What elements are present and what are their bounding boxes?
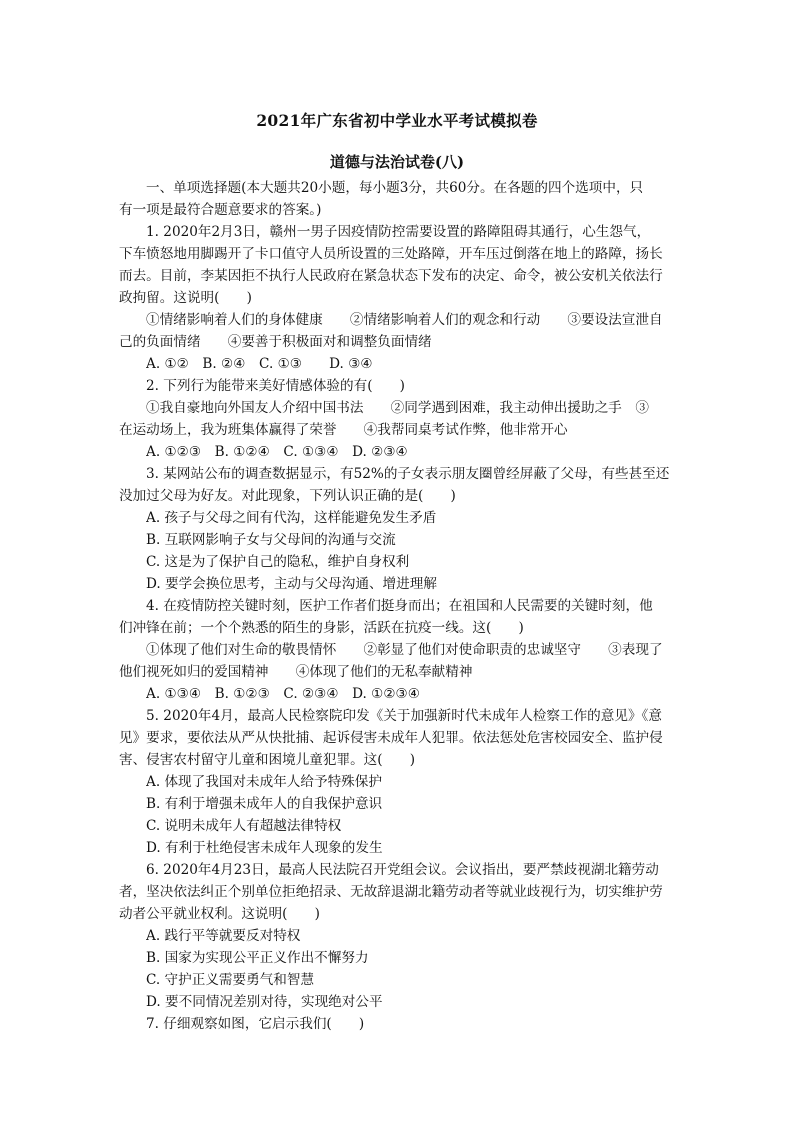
question-2-options: A. ①②③ B. ①②④ C. ①③④ D. ②③④ xyxy=(146,444,408,460)
question-5-text: 5. 2020年4月，最高人民检察院印发《关于加强新时代未成年人检察工作的意见》《意 xyxy=(146,708,662,724)
section-instruction: 一、单项选择题(本大题共20小题，每小题3分，共60分。在各题的四个选项中，只 xyxy=(146,180,644,196)
question-1-text: 政拘留。这说明( ) xyxy=(119,290,252,306)
question-2-statements: ①我自豪地向外国友人介绍中国书法 ②同学遇到困难，我主动伸出援助之手 ③ xyxy=(146,400,649,416)
question-6-text: 者，坚决依法纠正个别单位拒绝招录、无故辞退湖北籍劳动者等就业歧视行为，切实维护劳 xyxy=(119,884,663,900)
question-4-text: 们冲锋在前；一个个熟悉的陌生的身影，活跃在抗疫一线。这( ) xyxy=(119,620,524,636)
question-4-statements: ①体现了他们对生命的敬畏情怀 ②彰显了他们对使命职责的忠诚坚守 ③表现了 xyxy=(146,642,663,658)
section-instruction: 有一项是最符合题意要求的答案。) xyxy=(119,202,322,218)
question-6-text: 动者公平就业权利。这说明( ) xyxy=(119,906,320,922)
question-1-text: 1. 2020年2月3日，赣州一男子因疫情防控需要设置的路障阻碍其通行，心生怨气， xyxy=(146,224,651,240)
question-6-text: 6. 2020年4月23日，最高人民法院召开党组会议。会议指出，要严禁歧视湖北籍劳动 xyxy=(146,862,659,878)
question-5-option-a: A. 体现了我国对未成年人给予特殊保护 xyxy=(146,774,382,790)
question-2-statements: 在运动场上，我为班集体赢得了荣誉 ④我帮同桌考试作弊，他非常开心 xyxy=(119,422,568,438)
page-title: 2021年广东省初中学业水平考试模拟卷 xyxy=(256,111,538,130)
question-4-statements: 他们视死如归的爱国精神 ④体现了他们的无私奉献精神 xyxy=(119,664,473,680)
question-4-text: 4. 在疫情防控关键时刻，医护工作者们挺身而出；在祖国和人民需要的关键时刻，他 xyxy=(146,598,653,614)
question-5-text: 害、侵害农村留守儿童和困境儿童犯罪。这( ) xyxy=(119,752,416,768)
question-3-option-d: D. 要学会换位思考，主动与父母沟通、增进理解 xyxy=(146,576,437,592)
question-1-options: A. ①② B. ②④ C. ①③ D. ③④ xyxy=(146,356,373,372)
question-6-option-b: B. 国家为实现公平正义作出不懈努力 xyxy=(146,950,369,966)
question-5-text: 见》要求，要依法从严从快批捕、起诉侵害未成年人犯罪。依法惩处危害校园安全、监护侵 xyxy=(119,730,663,746)
question-6-option-d: D. 要不同情况差别对待，实现绝对公平 xyxy=(146,994,383,1010)
question-1-statements: 己的负面情绪 ④要善于积极面对和调整负面情绪 xyxy=(119,334,432,350)
question-1-text: 下车愤怒地用脚踢开了卡口值守人员所设置的三处路障，开车压过倒落在地上的路障，扬长 xyxy=(119,246,663,262)
question-3-text: 3. 某网站公布的调查数据显示，有52%的子女表示朋友圈曾经屏蔽了父母，有些甚至还 xyxy=(146,466,670,482)
question-3-text: 没加过父母为好友。对此现象，下列认识正确的是( ) xyxy=(119,488,456,504)
question-6-option-c: C. 守护正义需要勇气和智慧 xyxy=(146,972,315,988)
question-5-option-c: C. 说明未成年人有超越法律特权 xyxy=(146,818,342,834)
question-1-text: 而去。目前，李某因拒不执行人民政府在紧急状态下发布的决定、命令，被公安机关依法行 xyxy=(119,268,663,284)
page-subtitle: 道德与法治试卷(八) xyxy=(329,153,465,171)
question-7-text: 7. 仔细观察如图，它启示我们( ) xyxy=(146,1016,365,1032)
question-5-option-d: D. 有利于杜绝侵害未成年人现象的发生 xyxy=(146,840,383,856)
question-1-statements: ①情绪影响着人们的身体健康 ②情绪影响着人们的观念和行动 ③要设法宣泄自 xyxy=(146,312,663,328)
question-3-option-c: C. 这是为了保护自己的隐私，维护自身权利 xyxy=(146,554,410,570)
question-3-option-a: A. 孩子与父母之间有代沟，这样能避免发生矛盾 xyxy=(146,510,437,526)
question-6-option-a: A. 践行平等就要反对特权 xyxy=(146,928,301,944)
question-2-text: 2. 下列行为能带来美好情感体验的有( ) xyxy=(146,378,405,394)
question-4-options: A. ①③④ B. ①②③ C. ②③④ D. ①②③④ xyxy=(146,686,420,702)
question-3-option-b: B. 互联网影响子女与父母间的沟通与交流 xyxy=(146,532,396,548)
question-5-option-b: B. 有利于增强未成年人的自我保护意识 xyxy=(146,796,383,812)
